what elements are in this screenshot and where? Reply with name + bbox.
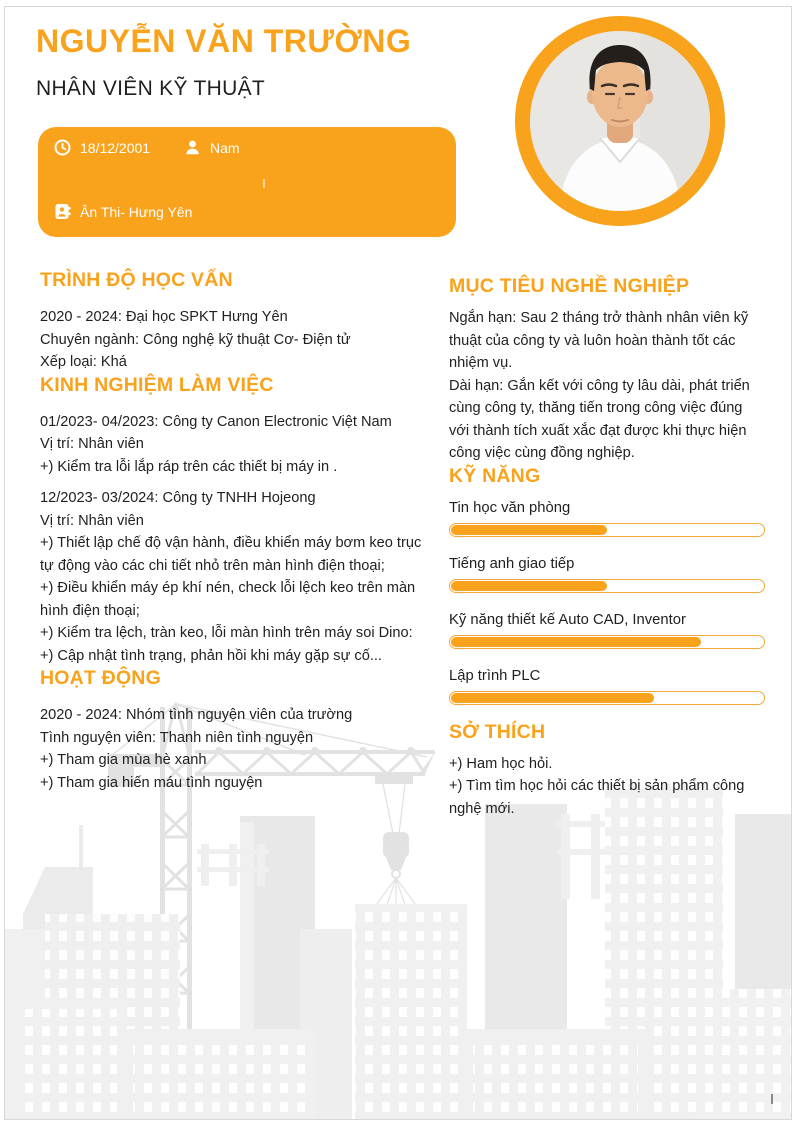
skill-progress-bar <box>449 523 765 537</box>
experience-job <box>40 487 434 667</box>
address-row <box>54 203 192 220</box>
skill-label: Kỹ năng thiết kế Auto CAD, Inventor <box>449 611 686 628</box>
clock-icon <box>54 139 71 156</box>
profile-photo <box>515 16 725 226</box>
job-line: +) Thiết lập chế độ vận hành, điều khiển máy bơm keo trục tự động vào các chi tiết nhỏ trên màn hình điện thoại; <box>40 535 422 574</box>
personal-info-box <box>38 127 456 237</box>
section-heading-skills: KỸ NĂNG <box>449 464 541 487</box>
job-line: 12/2023- 03/2024: Công ty TNHH Hojeong <box>40 490 316 506</box>
hobby-line: +) Ham học hỏi. <box>449 755 553 772</box>
dob-value: 18/12/2001 <box>80 139 151 156</box>
section-heading-hobbies: SỞ THÍCH <box>449 720 546 743</box>
education-line: Chuyên ngành: Công nghệ kỹ thuật Cơ- Điện tử <box>40 331 351 348</box>
skill-progress-fill <box>451 637 701 647</box>
skill-label: Tin học văn phòng <box>449 499 571 516</box>
right-column <box>449 275 766 820</box>
skill-progress-fill <box>451 693 654 703</box>
skill-progress-bar <box>449 691 765 705</box>
job-line: +) Kiểm tra lỗi lắp ráp trên các thiết bị máy in . <box>40 458 338 475</box>
candidate-job-title: NHÂN VIÊN KỸ THUẬT <box>36 77 266 100</box>
cv-page <box>4 6 792 1120</box>
skill-item <box>449 497 766 537</box>
activity-line: +) Tham gia hiến máu tình nguyện <box>40 774 263 791</box>
portrait-illustration <box>530 31 710 211</box>
job-line: 01/2023- 04/2023: Công ty Canon Electronic Việt Nam <box>40 413 392 430</box>
dob-row <box>54 139 150 156</box>
cv-content <box>5 7 791 1119</box>
activity-line: 2020 - 2024: Nhóm tình nguyện viên của trường <box>40 707 353 723</box>
objective-paragraph: Ngắn hạn: Sau 2 tháng trở thành nhân viên kỹ thuật của công ty và luôn hoàn thành tốt các nhiệm vụ. <box>449 310 749 371</box>
contact-card-icon <box>54 203 71 220</box>
education-line: Xếp loại: Khá <box>40 354 127 370</box>
job-line: +) Cập nhật tình trạng, phản hồi khi máy gặp sự cố... <box>40 647 382 664</box>
person-icon <box>184 139 201 156</box>
hobby-line: +) Tìm tìm học hỏi các thiết bị sản phẩm công nghệ mới. <box>449 778 745 817</box>
skill-progress-fill <box>451 581 607 591</box>
education-line: 2020 - 2024: Đại học SPKT Hưng Yên <box>40 309 288 325</box>
section-heading-education: TRÌNH ĐỘ HỌC VẤN <box>40 269 233 291</box>
section-heading-objective: MỤC TIÊU NGHỀ NGHIỆP <box>449 275 690 297</box>
gender-value: Nam <box>210 139 240 156</box>
skill-label: Lập trình PLC <box>449 667 541 684</box>
left-column <box>40 269 434 794</box>
experience-job <box>40 411 434 479</box>
candidate-name: NGUYỄN VĂN TRƯỜNG <box>36 23 412 59</box>
address-value: Ân Thi- Hưng Yên <box>80 203 193 220</box>
job-line: Vị trí: Nhân viên <box>40 512 144 529</box>
skill-progress-fill <box>451 525 607 535</box>
section-heading-activities: HOẠT ĐỘNG <box>40 667 161 689</box>
skill-progress-bar <box>449 635 765 649</box>
objective-paragraph: Dài hạn: Gắn kết với công ty lâu dài, phát triển cùng công ty, thăng tiến trong công việc đúng với thành tích xuất xắc đạt được khi thực hiện công việc cùng đồng nghiệp. <box>449 377 750 461</box>
skill-item <box>449 609 766 649</box>
text-cursor-artifact <box>263 179 265 188</box>
skill-item <box>449 553 766 593</box>
gender-row <box>184 139 240 156</box>
job-line: +) Kiểm tra lệch, tràn keo, lỗi màn hình trên máy soi Dino: <box>40 625 413 641</box>
skill-item <box>449 665 766 705</box>
job-line: Vị trí: Nhân viên <box>40 436 144 452</box>
section-heading-experience: KINH NGHIỆM LÀM VIỆC <box>40 373 274 396</box>
activity-line: +) Tham gia mùa hè xanh <box>40 752 207 768</box>
activity-line: Tình nguyện viên: Thanh niên tình nguyện <box>40 729 314 746</box>
job-line: +) Điều khiển máy ép khí nén, check lỗi lệch keo trên màn hình điện thoại; <box>40 580 416 619</box>
skill-label: Tiếng anh giao tiếp <box>449 555 575 572</box>
text-cursor-artifact <box>771 1094 773 1104</box>
skill-progress-bar <box>449 579 765 593</box>
